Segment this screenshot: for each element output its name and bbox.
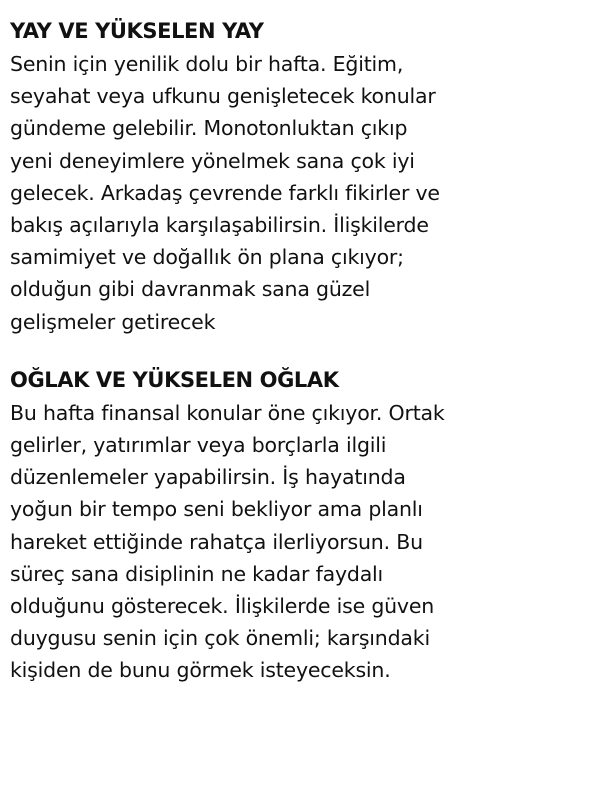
text-line: gelişmeler getirecek xyxy=(10,309,216,334)
text-line: gelirler, yatırımlar veya borçlarla ilgili xyxy=(10,433,387,458)
text-line: süreç sana disiplinin ne kadar faydalı xyxy=(10,561,384,586)
section-title: OĞLAK VE YÜKSELEN OĞLAK xyxy=(10,367,339,392)
text-line: yeni deneyimlere yönelmek sana çok iyi xyxy=(10,148,415,173)
text-line: kişiden de bunu görmek isteyeceksin. xyxy=(10,658,391,683)
text-line: olduğun gibi davranmak sana güzel xyxy=(10,277,371,302)
section-sagittarius xyxy=(10,14,596,338)
text-line: yoğun bir tempo seni bekliyor ama planlı xyxy=(10,497,423,522)
text-line: Bu hafta finansal konular öne çıkıyor. Ortak xyxy=(10,400,445,425)
text-line: bakış açılarıyla karşılaşabilirsin. İlişkilerde xyxy=(10,213,429,238)
text-line: samimiyet ve doğallık ön plana çıkıyor; xyxy=(10,245,404,270)
horoscope-document xyxy=(10,14,596,687)
text-line: olduğunu gösterecek. İlişkilerde ise güven xyxy=(10,594,435,619)
text-line: hareket ettiğinde rahatça ilerliyorsun. Bu xyxy=(10,529,423,554)
section-capricorn xyxy=(10,363,596,687)
section-body xyxy=(10,48,596,338)
text-line: seyahat veya ufkunu genişletecek konular xyxy=(10,84,436,109)
section-title: YAY VE YÜKSELEN YAY xyxy=(10,19,264,43)
section-body xyxy=(10,397,596,687)
text-line: gelecek. Arkadaş çevrende farklı fikirler ve xyxy=(10,180,440,205)
text-line: gündeme gelebilir. Monotonluktan çıkıp xyxy=(10,116,408,141)
text-line: düzenlemeler yapabilirsin. İş hayatında xyxy=(10,465,406,490)
text-line: duygusu senin için çok önemli; karşındaki xyxy=(10,626,430,651)
text-line: Senin için yenilik dolu bir hafta. Eğitim, xyxy=(10,52,404,76)
